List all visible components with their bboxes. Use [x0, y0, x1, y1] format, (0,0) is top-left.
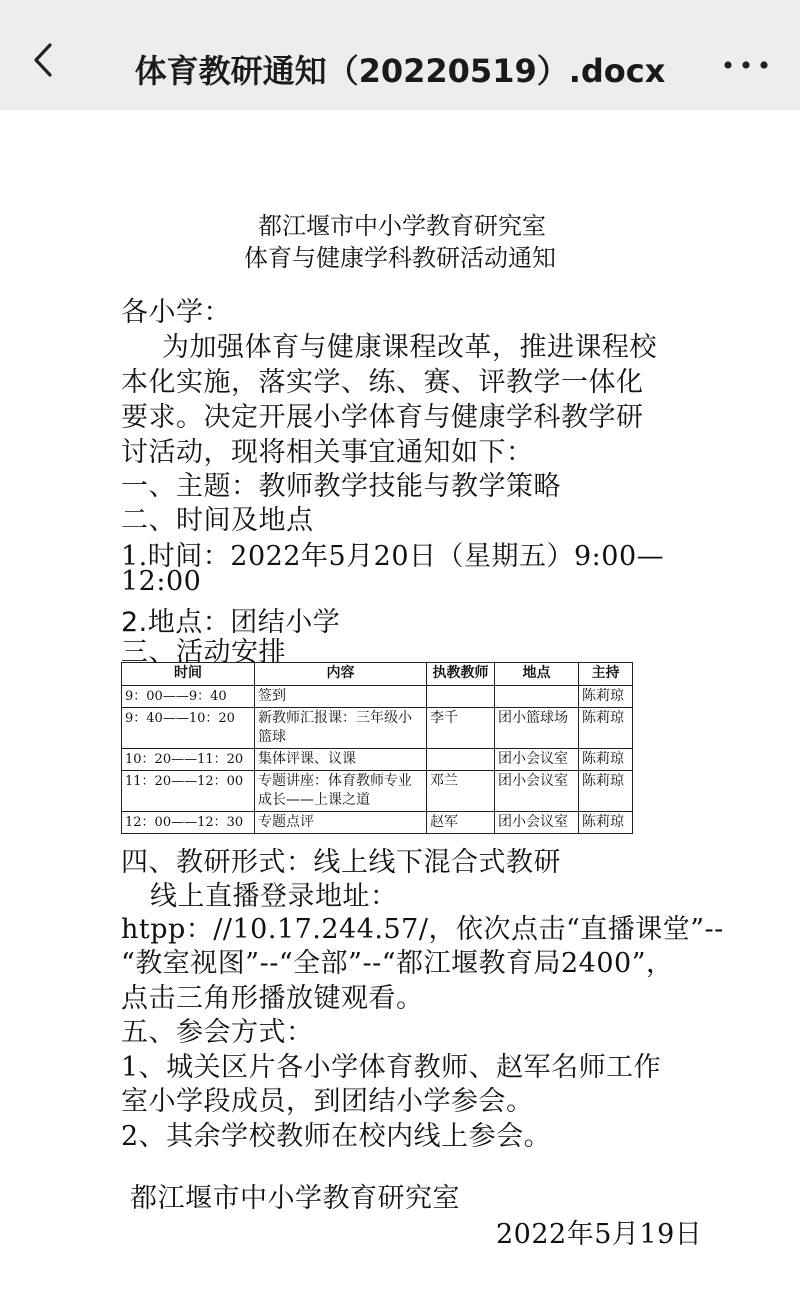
cell-host: 陈莉琼	[579, 708, 633, 749]
chevron-left-icon	[22, 38, 66, 82]
table-row	[122, 708, 633, 749]
signature-org: 都江堰市中小学教育研究室	[130, 1183, 460, 1214]
table-row	[122, 686, 633, 708]
cell-host: 陈莉琼	[579, 749, 633, 771]
more-button[interactable]	[718, 50, 774, 80]
cell-content: 专题点评	[255, 812, 427, 834]
live-line-1: htpp：//10.17.244.57/，依次点击“直播课堂”--	[121, 914, 724, 945]
col-header-place: 地点	[495, 663, 579, 686]
attend-line-1: 1、城关区片各小学体育教师、赵军名师工作	[121, 1052, 662, 1083]
cell-teacher	[427, 686, 495, 708]
cell-time: 12：00——12：30	[122, 812, 255, 834]
intro-line-4: 讨活动，现将相关事宜通知如下：	[121, 437, 534, 468]
live-label: 线上直播登录地址：	[150, 881, 398, 912]
document-page	[0, 110, 800, 1308]
section-attend: 五、参会方式：	[121, 1017, 314, 1048]
cell-time: 10：20——11：20	[122, 749, 255, 771]
cell-place: 团小会议室	[495, 749, 579, 771]
signature-date: 2022年5月19日	[496, 1219, 703, 1250]
document-title: 体育教研通知（20220519）.docx	[134, 52, 666, 90]
section-time-place: 二、时间及地点	[121, 505, 314, 536]
place-line: 2.地点：团结小学	[121, 607, 341, 638]
cell-content: 集体评课、议课	[255, 749, 427, 771]
attend-line-3: 2、其余学校教师在校内线上参会。	[121, 1121, 552, 1152]
attend-line-2: 室小学段成员，到团结小学参会。	[121, 1086, 534, 1117]
intro-line-1: 为加强体育与健康课程改革，推进课程校	[162, 332, 657, 363]
cell-time: 9：00——9：40	[122, 686, 255, 708]
more-horizontal-icon	[718, 50, 774, 80]
cell-content: 新教师汇报课：三年级小篮球	[255, 708, 427, 749]
cell-teacher: 邓兰	[427, 771, 495, 812]
col-header-host: 主持	[579, 663, 633, 686]
cell-host: 陈莉琼	[579, 771, 633, 812]
table-row	[122, 812, 633, 834]
cell-host: 陈莉琼	[579, 812, 633, 834]
cell-teacher: 赵军	[427, 812, 495, 834]
org-title: 都江堰市中小学教育研究室	[258, 212, 546, 240]
live-line-2: “教室视图”--“全部”--“都江堰教育局2400”，	[121, 948, 674, 979]
schedule-table	[121, 662, 633, 834]
cell-content: 签到	[255, 686, 427, 708]
section-theme: 一、主题：教师教学技能与教学策略	[121, 471, 561, 502]
notice-title: 体育与健康学科教研活动通知	[244, 244, 556, 272]
table-header-row	[122, 663, 633, 686]
cell-time: 11：20——12：00	[122, 771, 255, 812]
table-row	[122, 771, 633, 812]
live-line-3: 点击三角形播放键观看。	[121, 983, 424, 1014]
cell-host: 陈莉琼	[579, 686, 633, 708]
back-button[interactable]	[22, 38, 66, 82]
time-line-2: 12:00	[121, 566, 202, 597]
col-header-teacher: 执教教师	[427, 663, 495, 686]
cell-place: 团小会议室	[495, 771, 579, 812]
cell-time: 9：40——10：20	[122, 708, 255, 749]
col-header-time: 时间	[122, 663, 255, 686]
cell-place	[495, 686, 579, 708]
cell-teacher: 李千	[427, 708, 495, 749]
table-row	[122, 749, 633, 771]
section-format: 四、教研形式：线上线下混合式教研	[121, 847, 561, 878]
greeting: 各小学：	[121, 297, 231, 328]
section-schedule: 三、活动安排	[121, 637, 286, 668]
cell-content: 专题讲座：体育教师专业成长——上课之道	[255, 771, 427, 812]
cell-place: 团小会议室	[495, 812, 579, 834]
cell-teacher	[427, 749, 495, 771]
intro-line-2: 本化实施，落实学、练、赛、评教学一体化	[121, 367, 644, 398]
top-bar	[0, 0, 800, 110]
cell-place: 团小篮球场	[495, 708, 579, 749]
col-header-content: 内容	[255, 663, 427, 686]
intro-line-3: 要求。决定开展小学体育与健康学科教学研	[121, 402, 644, 433]
time-line-1: 1.时间：2022年5月20日（星期五）9:00—	[121, 541, 665, 572]
